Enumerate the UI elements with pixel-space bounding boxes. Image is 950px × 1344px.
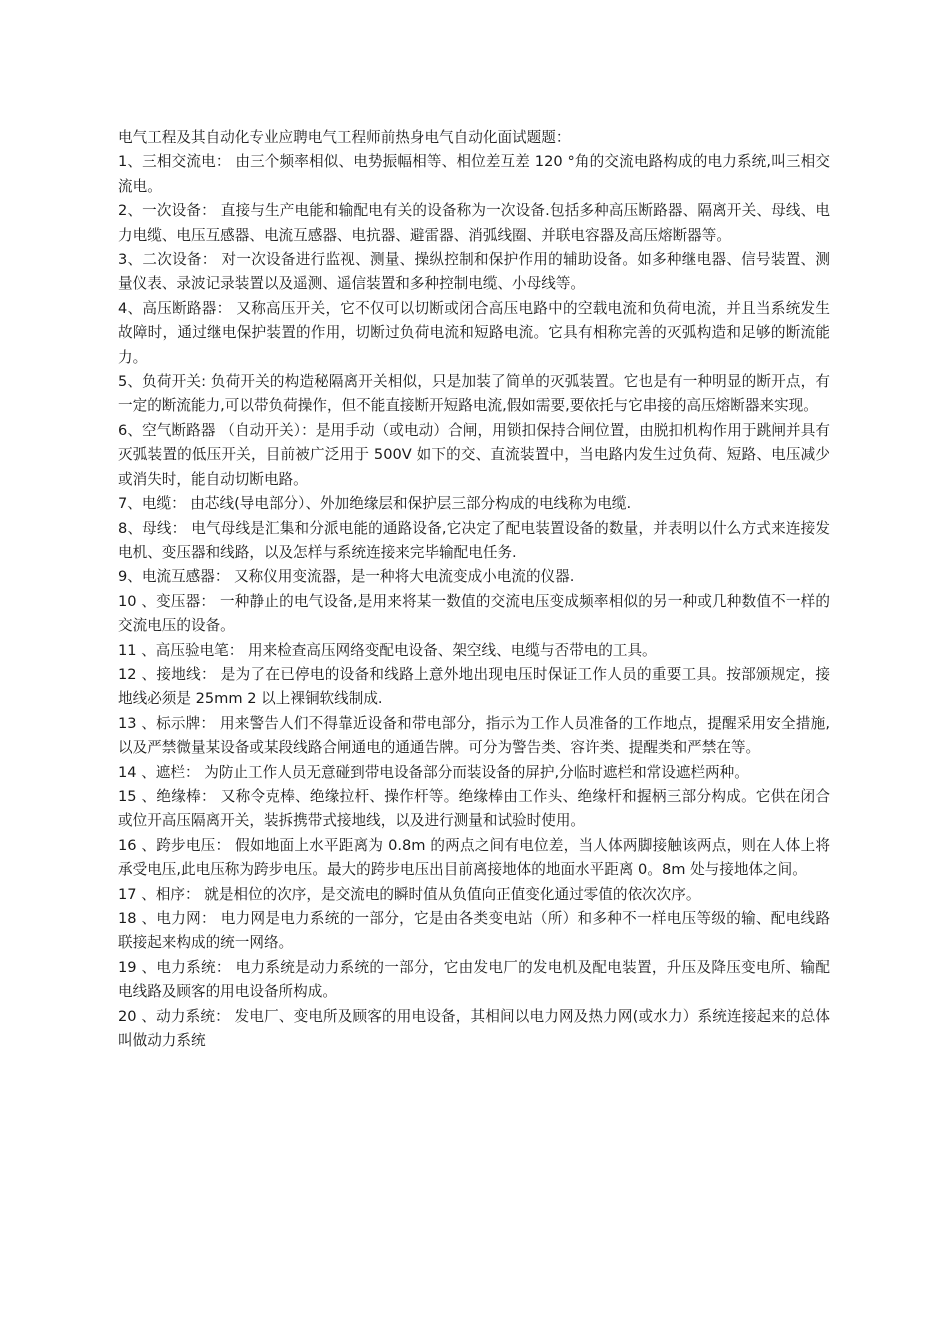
item-14: 14 、遮栏： 为防止工作人员无意碰到带电设备部分而装设备的屏护,分临时遮栏和常设遮栏两种。	[118, 763, 749, 781]
item-9: 9、电流互感器： 又称仪用变流器，是一种将大电流变成小电流的仪器.	[118, 568, 575, 586]
item-20: 20 、动力系统： 发电厂、变电所及顾客的用电设备，其相间以电力网及热力网(或水力）系统连接起来的总体叫做动力系统	[118, 1007, 830, 1050]
item-18: 18 、电力网： 电力网是电力系统的一部分，它是由各类变电站（所）和多种不一样电压等级的输、配电线路联接起来构成的统一网络。	[118, 910, 830, 952]
item-6: 6、空气断路器 （自动开关）：是用手动（或电动）合闸，用锁扣保持合闸位置，由脱扣机构作用于跳闸并具有灭弧装置的低压开关，目前被广泛用于 500V 如下的交、直流装置中，当电路内发生过负荷、短路、电压减少或消失时，能自动切断电路。	[118, 421, 830, 488]
item-16: 16 、跨步电压： 假如地面上水平距离为 0.8m 的两点之间有电位差，当人体两脚接触该两点，则在人体上将承受电压,此电压称为跨步电压。最大的跨步电压出目前离接地体的地面水平距离 0。8m 处与接地体之间。	[118, 836, 830, 879]
item-12: 12 、接地线： 是为了在已停电的设备和线路上意外地出现电压时保证工作人员的重要工具。按部颁规定，接地线必须是 25mm 2 以上裸铜软线制成.	[118, 665, 830, 708]
document-body	[118, 126, 830, 1053]
item-11: 11 、高压验电笔： 用来检查高压网络变配电设备、架空线、电缆与否带电的工具。	[118, 641, 657, 659]
item-4: 4、高压断路器： 又称高压开关，它不仅可以切断或闭合高压电路中的空载电流和负荷电流，并且当系统发生故障时，通过继电保护装置的作用，切断过负荷电流和短路电流。它具有相称完善的灭弧构造和足够的断流能力。	[118, 299, 830, 366]
item-10: 10 、变压器： 一种静止的电气设备,是用来将某一数值的交流电压变成频率相似的另一种或几种数值不一样的交流电压的设备。	[118, 592, 830, 635]
item-2: 2、一次设备： 直接与生产电能和输配电有关的设备称为一次设备.包括多种高压断路器、隔离开关、母线、电力电缆、电压互感器、电流互感器、电抗器、避雷器、消弧线圈、并联电容器及高压熔断器等。	[118, 202, 830, 244]
document-title: 电气工程及其自动化专业应聘电气工程师前热身电气自动化面试题题：	[118, 129, 571, 146]
item-19: 19 、电力系统： 电力系统是动力系统的一部分，它由发电厂的发电机及配电装置，升压及降压变电所、输配电线路及顾客的用电设备所构成。	[118, 958, 830, 1001]
item-17: 17 、相序： 就是相位的次序，是交流电的瞬时值从负值向正值变化通过零值的依次次序。	[118, 885, 701, 903]
item-3: 3、二次设备： 对一次设备进行监视、测量、操纵控制和保护作用的辅助设备。如多种继电器、信号装置、测量仪表、录波记录装置以及遥测、遥信装置和多种控制电缆、小母线等。	[118, 251, 830, 293]
item-1: 1、三相交流电： 由三个频率相似、电势振幅相等、相位差互差 120 °角的交流电路构成的电力系统,叫三相交流电。	[118, 153, 830, 195]
item-8: 8、母线： 电气母线是汇集和分派电能的通路设备,它决定了配电装置设备的数量，并表明以什么方式来连接发电机、变压器和线路，以及怎样与系统连接来完毕输配电任务.	[118, 519, 830, 561]
item-5: 5、负荷开关: 负荷开关的构造秘隔离开关相似，只是加装了简单的灭弧装置。它也是有一种明显的断开点，有一定的断流能力,可以带负荷操作，但不能直接断开短路电流,假如需要,要依托与它串接的高压熔断器来实现。	[118, 373, 830, 415]
item-7: 7、电缆： 由芯线(导电部分）、外加绝缘层和保护层三部分构成的电线称为电缆.	[118, 495, 632, 513]
item-13: 13 、标示牌： 用来警告人们不得靠近设备和带电部分，指示为工作人员准备的工作地点，提醒采用安全措施,以及严禁微量某设备或某段线路合闸通电的通通告牌。可分为警告类、容许类、提醒类和严禁在等。	[118, 714, 830, 757]
item-15: 15 、绝缘棒： 又称令克棒、绝缘拉杆、操作杆等。绝缘棒由工作头、绝缘杆和握柄三部分构成。它供在闭合或位开高压隔离开关，装拆携带式接地线，以及进行测量和试验时使用。	[118, 787, 830, 830]
